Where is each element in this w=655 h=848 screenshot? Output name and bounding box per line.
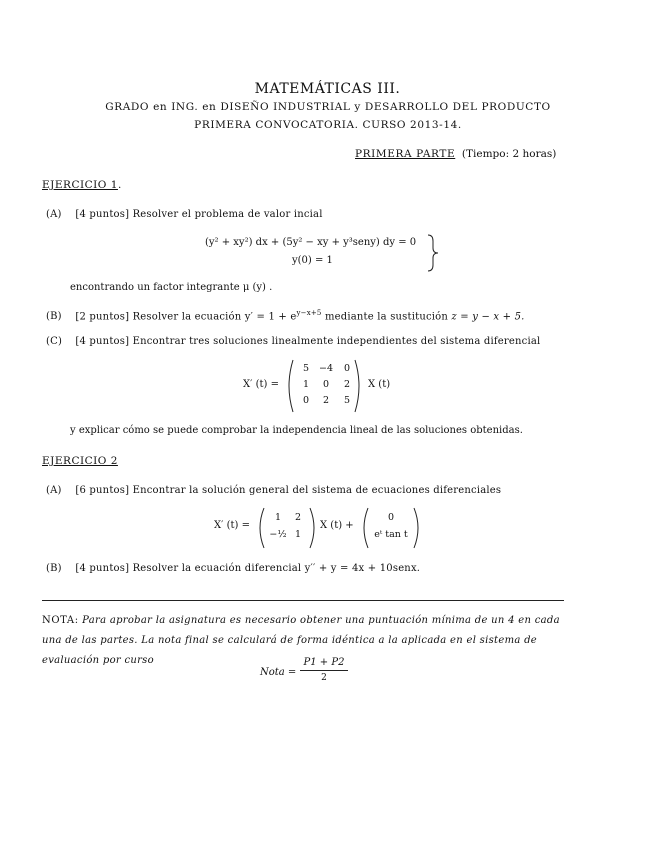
ex1-item-b: (B) [2 puntos] Resolver la ecuación $y' = 1 + e^{y-x+5}$ mediante la sustitución z = y − x + 5. — [46, 309, 525, 323]
matrix-cell: −4 — [318, 363, 333, 374]
formula-lhs: Nota = — [260, 667, 297, 678]
degree-subtitle: GRADO en ING. en DISEÑO INDUSTRIAL y DESARROLLO DEL PRODUCTO — [105, 101, 551, 113]
formula-denominator: 2 — [321, 673, 327, 683]
matrix-cell: 2 — [343, 379, 351, 390]
matrix-cell: 0 — [387, 512, 395, 523]
exercise-1-heading: EJERCICIO 1. — [42, 179, 122, 191]
ex1-a-equation-1: (y² + xy²) dx + (5y² − xy + y³seny) dy = 0 — [205, 237, 417, 248]
time-limit: (Tiempo: 2 horas) — [461, 148, 557, 160]
ex2-a-lhs: X′ (t) = — [214, 520, 250, 531]
coefficient-matrix — [297, 363, 357, 406]
matrix-cell: 1 — [274, 512, 282, 523]
formula-fraction — [300, 657, 348, 683]
grading-note: NOTA: Para aprobar la asignatura es necesario obtener una puntuación mínima de un 4 en cada una de las partes. La nota final se calculará de forma idéntica a la aplicada en el sistema de evaluación por curso — [42, 615, 560, 666]
matrix-cell: −½ — [269, 529, 287, 540]
ex1-item-c: (C) [4 puntos] Encontrar tres soluciones linealmente independientes del sistema diferencial — [46, 336, 541, 347]
divider — [42, 600, 564, 601]
right-brace-icon — [428, 235, 440, 271]
matrix-cell: eᵗ tan t — [374, 529, 408, 540]
ex1-a-note: encontrando un factor integrante μ (y) . — [70, 282, 273, 293]
matrix-cell: 0 — [343, 363, 351, 374]
matrix-cell: 0 — [302, 395, 310, 406]
matrix-cell: 1 — [302, 379, 310, 390]
matrix-cell: 2 — [294, 512, 302, 523]
part-header — [355, 148, 556, 160]
matrix-cell: 5 — [343, 395, 351, 406]
forcing-vector — [370, 512, 412, 540]
ex1-c-note: y explicar cómo se puede comprobar la independencia lineal de las soluciones obtenidas. — [70, 425, 523, 436]
matrix-cell: 0 — [322, 379, 330, 390]
matrix-cell: 1 — [294, 529, 302, 540]
ex2-item-a: (A) [6 puntos] Encontrar la solución general del sistema de ecuaciones diferenciales — [46, 485, 502, 496]
ex1-a-equation-2: y(0) = 1 — [292, 255, 333, 266]
ex2-a-mid: X (t) + — [320, 520, 354, 531]
exercise-2-heading: EJERCICIO 2 — [42, 455, 118, 467]
formula-numerator: P1 + P2 — [300, 657, 348, 671]
session-subtitle: PRIMERA CONVOCATORIA. CURSO 2013-14. — [194, 119, 462, 131]
ex1-c-rhs: X (t) — [368, 379, 391, 390]
ex1-c-lhs: X′ (t) = — [243, 379, 279, 390]
matrix-cell: 5 — [302, 363, 310, 374]
part-label: PRIMERA PARTE — [355, 148, 456, 160]
matrix-cell: 2 — [322, 395, 330, 406]
page-title: MATEMÁTICAS III. — [254, 81, 401, 97]
ex1-item-a: (A) [4 puntos] Resolver el problema de valor incial — [46, 209, 323, 220]
system-matrix — [268, 512, 308, 540]
ex2-item-b: (B) [4 puntos] Resolver la ecuación diferencial y′′ + y = 4x + 10senx. — [46, 563, 421, 574]
